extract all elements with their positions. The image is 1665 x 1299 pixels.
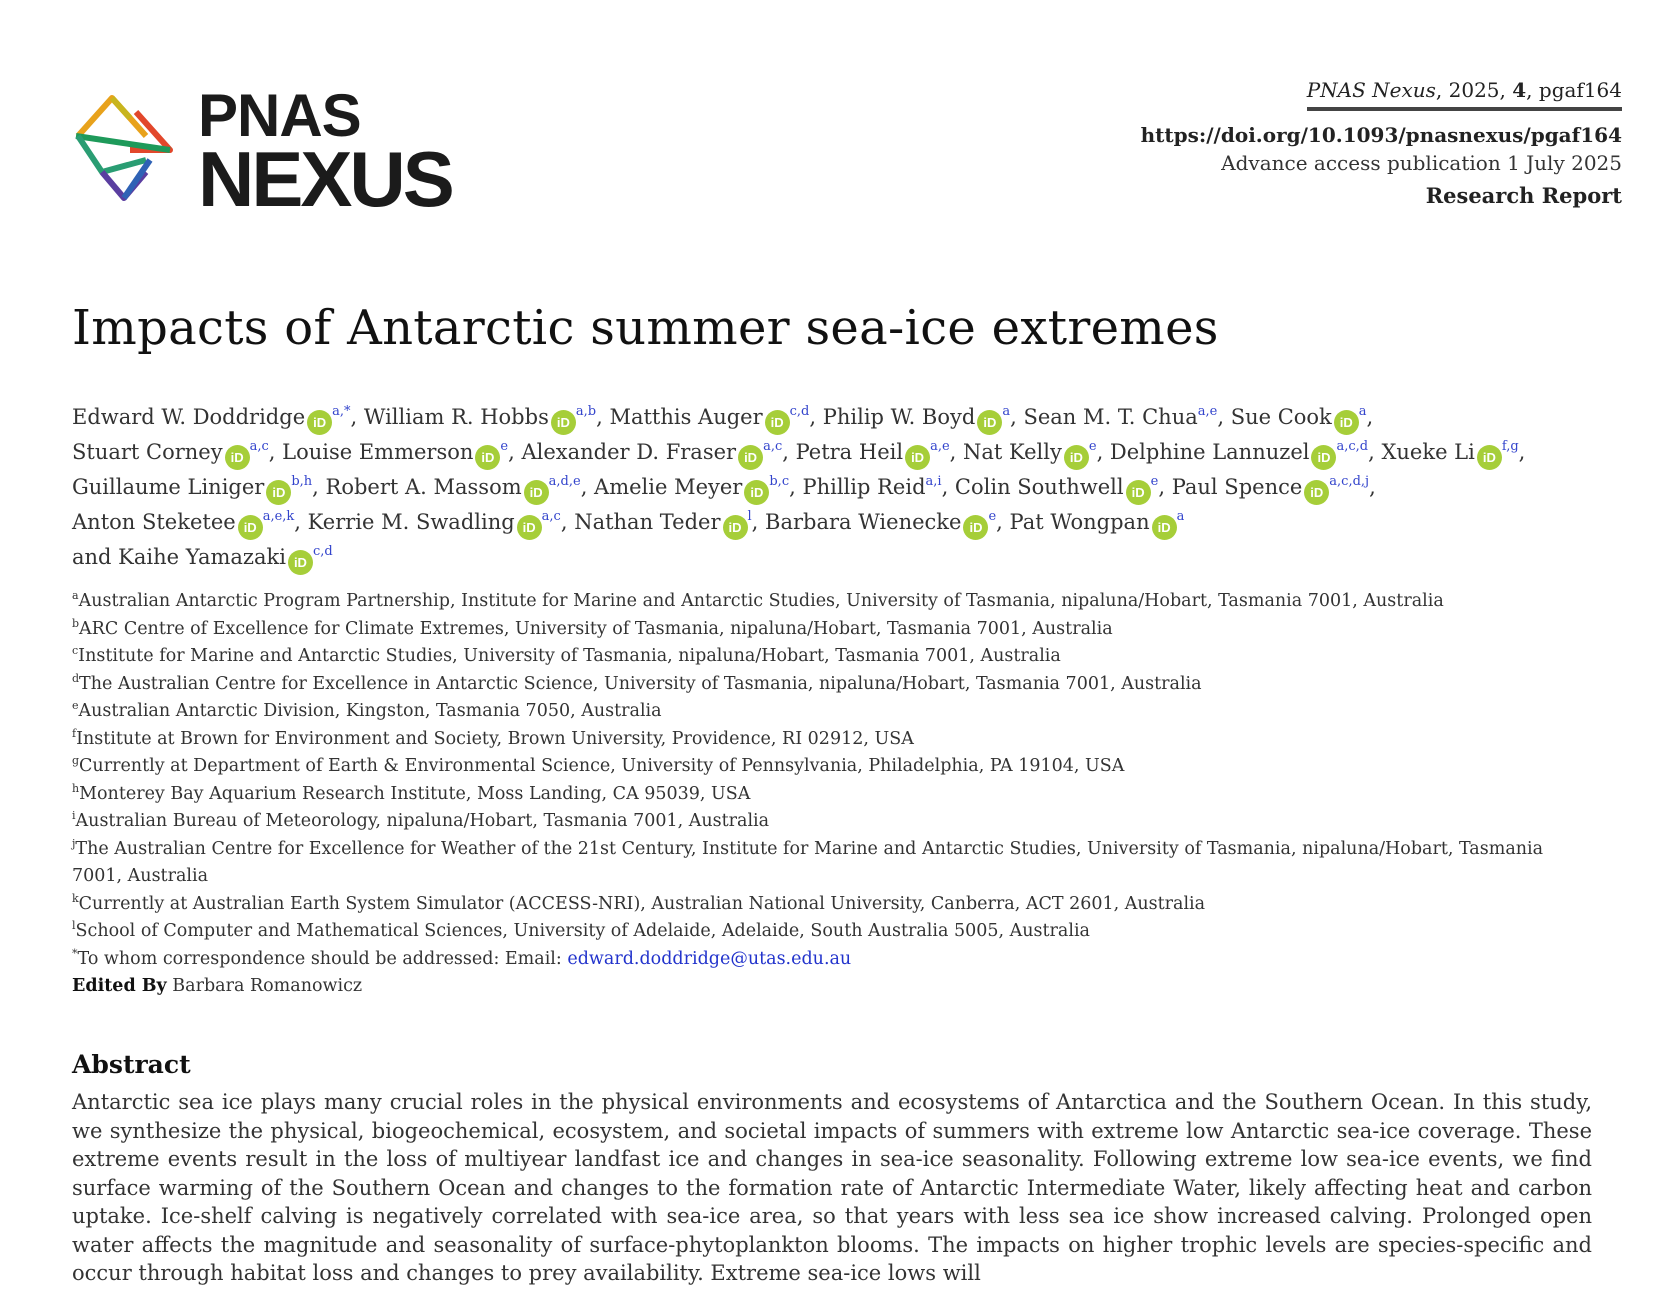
author-affiliation-marks[interactable]: e (988, 509, 997, 524)
author-name[interactable]: Pat Wongpan (1009, 510, 1150, 534)
author-affiliation-marks[interactable]: l (747, 509, 752, 524)
orcid-icon[interactable]: iD (723, 515, 748, 540)
orcid-icon[interactable]: iD (744, 480, 769, 505)
author-separator: , (508, 440, 522, 464)
affiliation-key: k (72, 891, 79, 905)
orcid-icon[interactable]: iD (288, 550, 313, 575)
author-separator: , (1518, 440, 1526, 464)
affiliation-item (72, 643, 1592, 671)
author-separator: , (751, 510, 766, 534)
author-name[interactable]: Sean M. T. Chua (1023, 405, 1198, 429)
author-name[interactable]: Stuart Corney (72, 440, 223, 464)
author-affiliation-marks[interactable]: e (500, 439, 509, 454)
author-name[interactable]: Robert A. Massom (325, 475, 522, 499)
affiliation-item (72, 836, 1592, 891)
author-separator: , (596, 405, 610, 429)
author (72, 440, 269, 464)
author-affiliation-marks[interactable]: a,c (763, 439, 783, 454)
author (1231, 405, 1367, 429)
affiliation-text: Currently at Department of Earth & Environmental Science, University of Pennsylvania, Philadelphia, PA 19104, USA (79, 756, 1125, 776)
citation-line (1307, 78, 1622, 111)
author-name[interactable]: Matthis Auger (609, 405, 763, 429)
affiliation-items (72, 588, 1592, 946)
orcid-icon[interactable]: iD (551, 410, 576, 435)
logo-nexus-text: NEXUS (198, 135, 452, 223)
author-name[interactable]: Guillaume Liniger (72, 475, 265, 499)
doi-link[interactable]: https://doi.org/10.1093/pnasnexus/pgaf164 (1140, 123, 1622, 147)
author-name[interactable]: Louise Emmerson (282, 440, 474, 464)
orcid-icon[interactable]: iD (1152, 515, 1177, 540)
author-affiliation-marks[interactable]: a (1002, 404, 1011, 419)
citation-volume: 4 (1512, 78, 1527, 102)
author-name[interactable]: Petra Heil (795, 440, 904, 464)
author (1110, 440, 1368, 464)
author (963, 440, 1097, 464)
author-conjunction: and (72, 545, 119, 569)
affiliation-key: i (72, 809, 76, 822)
author (308, 510, 561, 534)
orcid-icon[interactable]: iD (238, 515, 263, 540)
orcid-icon[interactable]: iD (977, 410, 1002, 435)
author (1172, 475, 1369, 499)
orcid-icon[interactable]: iD (517, 515, 542, 540)
author-affiliation-marks[interactable]: a,i (925, 474, 942, 489)
author-separator: , (809, 405, 823, 429)
article-meta (1141, 78, 1622, 208)
author-affiliation-marks[interactable]: a,* (332, 404, 351, 419)
author-name[interactable]: Sue Cook (1230, 405, 1332, 429)
author (1381, 440, 1518, 464)
author-separator: , (1158, 475, 1172, 499)
author (955, 475, 1158, 499)
author-separator: , (996, 510, 1010, 534)
affiliation-text: Australian Bureau of Meteorology, nipaluna/Hobart, Tasmania 7001, Australia (75, 811, 770, 831)
author (521, 440, 782, 464)
affiliation-text: Australian Antarctic Division, Kingston, Tasmania 7050, Australia (78, 701, 662, 721)
affiliation-text: Institute for Marine and Antarctic Studies, University of Tasmania, nipaluna/Hobart, Tasmania 7001, Australia (78, 646, 1061, 666)
affiliation-text: Currently at Australian Earth System Simulator (ACCESS-NRI), Australian National University, Canberra, ACT 2601, Australia (78, 893, 1206, 914)
author-name[interactable]: Delphine Lannuzel (1109, 440, 1310, 464)
affiliation-list (72, 588, 1592, 1001)
orcid-icon[interactable]: iD (1334, 410, 1359, 435)
orcid-icon[interactable]: iD (1064, 445, 1089, 470)
author-affiliation-marks[interactable]: a,e (1197, 404, 1218, 419)
orcid-icon[interactable]: iD (307, 410, 332, 435)
author-affiliation-marks[interactable]: a,c (541, 509, 561, 524)
author (72, 510, 294, 534)
author (1023, 405, 1217, 429)
affiliation-key: d (72, 671, 80, 685)
edited-by (72, 973, 1592, 1001)
author-separator: , (1369, 475, 1376, 499)
author-separator: , (1096, 440, 1110, 464)
author (118, 545, 333, 569)
affiliation-text: Institute at Brown for Environment and Society, Brown University, Providence, RI 02912, USA (76, 728, 914, 749)
author-name[interactable]: Kaihe Yamazaki (118, 545, 286, 569)
affiliation-key: a (72, 589, 79, 602)
affiliation-item (72, 781, 1592, 809)
author-affiliation-marks[interactable]: a,c,d (1336, 439, 1369, 454)
author-separator: , (268, 440, 283, 464)
logo-pnas-text: PNAS (198, 82, 361, 149)
author-affiliation-marks[interactable]: e (1088, 439, 1097, 454)
author-affiliation-marks[interactable]: b,c (769, 474, 790, 489)
affiliation-key: e (72, 699, 79, 712)
affiliation-key: g (72, 754, 80, 767)
affiliation-item (72, 918, 1592, 946)
author-affiliation-marks[interactable]: b,h (291, 474, 313, 489)
author-affiliation-marks[interactable]: f,g (1501, 439, 1519, 454)
author-name[interactable]: Paul Spence (1171, 475, 1303, 499)
author-affiliation-marks[interactable]: a (1358, 404, 1367, 419)
author-separator: , (350, 405, 364, 429)
abstract-text: Antarctic sea ice plays many crucial roles in the physical environments and ecosystems of Antarctica and the Southern Ocean. In this study, we synthesize the physical, biogeochemical, ecosystem, and societal impacts of summers with extreme low Antarctic sea-ice coverage. These extreme events result in the loss of multiyear landfast ice and changes in sea-ice seasonality. Following extreme low sea-ice events, we find surface warming of the Southern Ocean and changes to the formation rate of Antarctic Intermediate Water, likely affecting heat and carbon uptake. Ice-shelf calving is negatively correlated with sea-ice area, so that years with less sea ice show increased calving. Prolonged open water affects the magnitude and seasonality of surface-phytoplankton blooms. The impacts on higher trophic levels are species-specific and occur through habitat loss and changes to prey availability. Extreme sea-ice lows will (72, 1090, 1592, 1285)
author (1010, 510, 1185, 534)
journal-logo (72, 82, 452, 223)
advance-access-date: Advance access publication 1 July 2025 (1221, 151, 1622, 175)
orcid-icon[interactable]: iD (266, 480, 291, 505)
abstract-heading: Abstract (72, 1050, 191, 1079)
author-name[interactable]: Edward W. Doddridge (72, 405, 306, 429)
author-affiliation-marks[interactable]: a,c (249, 439, 269, 454)
citation-article: , pgaf164 (1526, 78, 1622, 102)
affiliation-item (72, 588, 1592, 616)
author (72, 475, 312, 499)
author-affiliation-marks[interactable]: a,d,e (548, 474, 581, 489)
author-affiliation-marks[interactable]: c,d (312, 544, 333, 559)
affiliation-key: b (72, 616, 80, 630)
author-affiliation-marks[interactable]: a,e (930, 439, 950, 454)
author-separator: , (294, 510, 308, 534)
author (823, 405, 1010, 429)
affiliation-key: j (72, 836, 76, 850)
author (326, 475, 581, 499)
affiliation-item (72, 891, 1592, 919)
affiliation-key: f (72, 726, 77, 740)
orcid-icon[interactable]: iD (1477, 445, 1502, 470)
affiliation-item (72, 808, 1592, 836)
author-name[interactable]: Amelie Meyer (594, 475, 743, 499)
author-name[interactable]: Philip W. Boyd (822, 405, 976, 429)
author-affiliation-marks[interactable]: a,b (575, 404, 597, 419)
correspondence-mark: * (72, 946, 78, 960)
affiliation-item (72, 671, 1592, 699)
author (796, 440, 950, 464)
affiliation-key: l (72, 919, 76, 932)
author-affiliation-marks[interactable]: a,e,k (262, 509, 295, 524)
author-name[interactable]: Alexander D. Fraser (521, 440, 737, 464)
author-name[interactable]: Nat Kelly (963, 440, 1062, 464)
citation-journal: PNAS Nexus (1306, 78, 1436, 102)
author-name[interactable]: William R. Hobbs (363, 405, 549, 429)
affiliation-text: The Australian Centre for Excellence in Antarctic Science, University of Tasmania, nipaluna/Hobart, Tasmania 7001, Australia (79, 673, 1202, 694)
orcid-icon[interactable]: iD (475, 445, 500, 470)
correspondence-email-link[interactable]: edward.doddridge@utas.edu.au (567, 948, 852, 969)
author-name[interactable]: Xueke Li (1381, 440, 1475, 464)
citation-year: , 2025, (1435, 78, 1513, 102)
author-separator: , (312, 475, 326, 499)
author (282, 440, 508, 464)
affiliation-item (72, 726, 1592, 754)
author (594, 475, 789, 499)
pnas-nexus-logo-icon (72, 94, 176, 206)
affiliation-item (72, 616, 1592, 644)
author (765, 510, 996, 534)
author (802, 475, 941, 499)
author-separator: , (949, 440, 963, 464)
author-separator: , (782, 440, 796, 464)
affiliation-text: Monterey Bay Aquarium Research Institute, Moss Landing, CA 95039, USA (79, 783, 751, 804)
orcid-icon[interactable]: iD (765, 410, 790, 435)
orcid-icon[interactable]: iD (1311, 445, 1336, 470)
affiliation-item (72, 753, 1592, 781)
author-separator: , (789, 475, 803, 499)
author-name[interactable]: Kerrie M. Swadling (307, 510, 515, 534)
orcid-icon[interactable]: iD (738, 445, 763, 470)
author-separator: , (1010, 405, 1024, 429)
author (574, 510, 751, 534)
article-type: Research Report (1425, 183, 1622, 208)
author-affiliation-marks[interactable]: a,c,d,j (1329, 474, 1370, 489)
author-separator: , (1366, 405, 1374, 429)
article-title: Impacts of Antarctic summer sea-ice extremes (72, 300, 1219, 356)
affiliation-text: ARC Centre of Excellence for Climate Extremes, University of Tasmania, nipaluna/Hobart, Tasmania 7001, Australia (79, 618, 1113, 639)
correspondence-label: To whom correspondence should be addressed: Email: (77, 948, 568, 969)
author-name[interactable]: Nathan Teder (574, 510, 721, 534)
author-separator: , (560, 510, 575, 534)
orcid-icon[interactable]: iD (963, 515, 988, 540)
author-name[interactable]: Anton Steketee (72, 510, 236, 534)
author-affiliation-marks[interactable]: c,d (789, 404, 810, 419)
orcid-icon[interactable]: iD (524, 480, 549, 505)
edited-by-label: Edited By (72, 976, 167, 996)
author-affiliation-marks[interactable]: e (1150, 474, 1159, 489)
editor-name: Barbara Romanowicz (166, 976, 363, 996)
affiliation-text: The Australian Centre for Excellence for Weather of the 21st Century, Institute for Marine and Antarctic Studies, University of Tasmania, nipaluna/Hobart, Tasmania 7001, Australia (72, 838, 1544, 886)
affiliation-key: h (72, 781, 80, 795)
author-affiliation-marks[interactable]: a (1176, 509, 1185, 524)
author-name[interactable]: Phillip Reid (802, 475, 926, 499)
author-separator: , (1217, 405, 1231, 429)
author-name[interactable]: Colin Southwell (954, 475, 1124, 499)
correspondence-note (72, 946, 1592, 974)
author-separator: , (941, 475, 955, 499)
author (72, 405, 351, 429)
author-name[interactable]: Barbara Wienecke (765, 510, 962, 534)
author (364, 405, 596, 429)
orcid-icon[interactable]: iD (905, 445, 930, 470)
author-separator: , (1368, 440, 1382, 464)
orcid-icon[interactable]: iD (1126, 480, 1151, 505)
author-list (72, 400, 1572, 575)
author-separator: , (580, 475, 595, 499)
orcid-icon[interactable]: iD (1304, 480, 1329, 505)
orcid-icon[interactable]: iD (225, 445, 250, 470)
affiliation-text: Australian Antarctic Program Partnership, Institute for Marine and Antarctic Studies, University of Tasmania, nipaluna/Hobart, Tasmania 7001, Australia (78, 591, 1444, 611)
affiliation-text: School of Computer and Mathematical Sciences, University of Adelaide, Adelaide, South Australia 5005, Australia (75, 921, 1090, 941)
affiliation-key: c (72, 644, 79, 657)
affiliation-item (72, 698, 1592, 726)
author (609, 405, 809, 429)
